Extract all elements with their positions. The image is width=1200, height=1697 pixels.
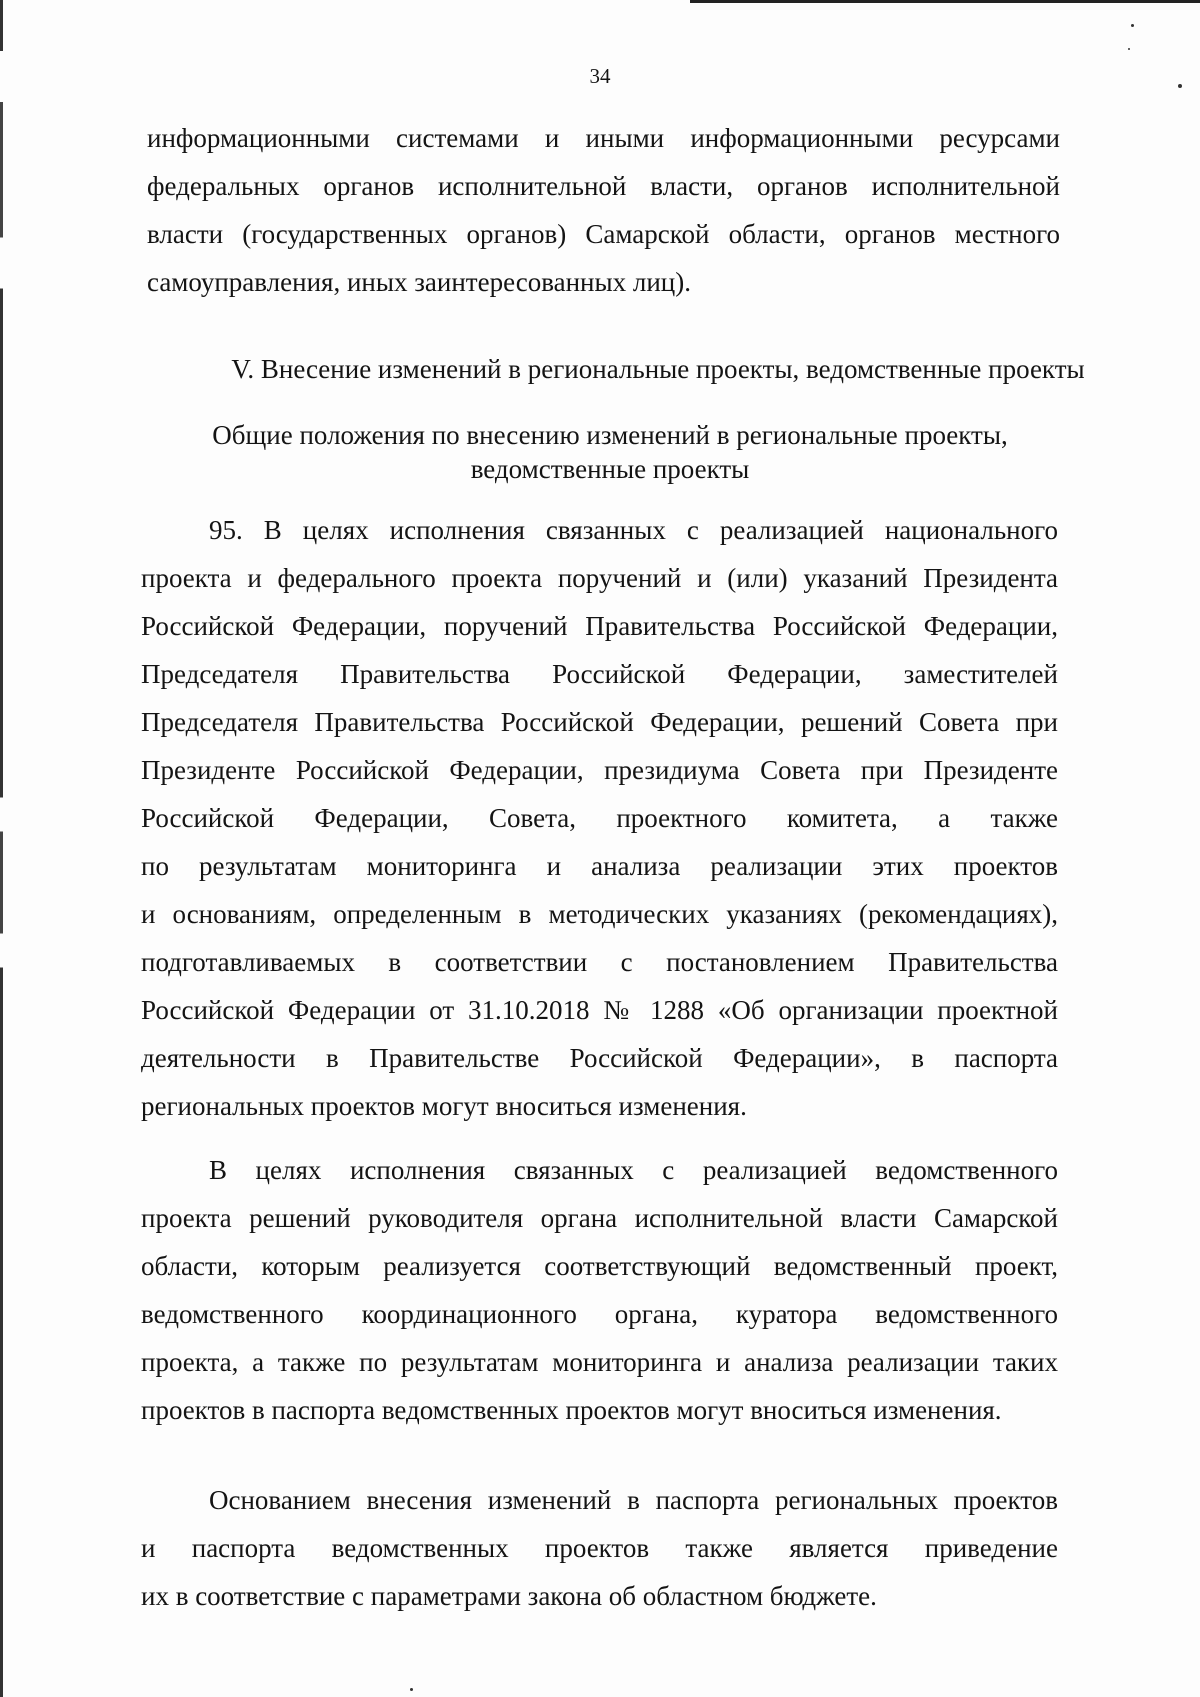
- scan-speck: [410, 1688, 413, 1691]
- scan-top-rule: [690, 0, 1200, 3]
- text-line: самоуправления, иных заинтересованных лиц).: [147, 267, 691, 297]
- paragraph-departmental: [141, 1146, 1058, 1434]
- text-line: по результатам мониторинга и анализа реализации этих проектов: [141, 851, 1058, 881]
- text-line: деятельности в Правительстве Российской Федерации», в паспорта: [141, 1043, 1058, 1073]
- subsection-title: [10, 418, 1200, 486]
- scan-speck: [1131, 24, 1134, 27]
- subsection-title-line: ведомственные проекты: [470, 454, 750, 484]
- subsection-title-line: Общие положения по внесению изменений в региональные проекты,: [212, 420, 1008, 450]
- text-line: подготавливаемых в соответствии с постановлением Правительства: [141, 947, 1058, 977]
- text-line: В целях исполнения связанных с реализацией ведомственного: [209, 1155, 1058, 1185]
- text-line: региональных проектов могут вноситься изменения.: [141, 1091, 747, 1121]
- page-number: 34: [589, 64, 611, 88]
- text-line: Председателя Правительства Российской Федерации, заместителей: [141, 659, 1058, 689]
- scan-speck: [1128, 48, 1130, 50]
- paragraph-95: [141, 506, 1058, 1130]
- text-line: и основаниям, определенным в методических указаниях (рекомендациях),: [141, 899, 1058, 929]
- text-line: Основанием внесения изменений в паспорта региональных проектов: [209, 1485, 1058, 1515]
- section-title: V. Внесение изменений в региональные проекты, ведомственные проекты: [231, 354, 1085, 384]
- text-line: их в соответствие с параметрами закона об областном бюджете.: [141, 1581, 877, 1611]
- text-line: власти (государственных органов) Самарской области, органов местного: [147, 219, 1060, 249]
- text-line: Председателя Правительства Российской Федерации, решений Совета при: [141, 707, 1058, 737]
- text-line: Президенте Российской Федерации, президиума Совета при Президенте: [141, 755, 1058, 785]
- text-line: области, которым реализуется соответствующий ведомственный проект,: [141, 1251, 1058, 1281]
- scan-left-edge: [0, 0, 3, 1697]
- text-line: информационными системами и иными информационными ресурсами: [147, 123, 1060, 153]
- text-line: проекта решений руководителя органа исполнительной власти Самарской: [141, 1203, 1058, 1233]
- text-line: 95. В целях исполнения связанных с реализацией национального: [209, 515, 1058, 545]
- text-line: ведомственного координационного органа, куратора ведомственного: [141, 1299, 1058, 1329]
- text-line: Российской Федерации от 31.10.2018 № 1288 «Об организации проектной: [141, 995, 1058, 1025]
- text-line: федеральных органов исполнительной власти, органов исполнительной: [147, 171, 1060, 201]
- text-line: Российской Федерации, Совета, проектного комитета, а также: [141, 803, 1058, 833]
- text-line: Российской Федерации, поручений Правительства Российской Федерации,: [141, 611, 1058, 641]
- continuation-paragraph: [147, 114, 1060, 306]
- paragraph-basis: [141, 1476, 1058, 1620]
- text-line: и паспорта ведомственных проектов также является приведение: [141, 1533, 1058, 1563]
- text-line: проекта и федерального проекта поручений и (или) указаний Президента: [141, 563, 1058, 593]
- text-line: проекта, а также по результатам мониторинга и анализа реализации таких: [141, 1347, 1058, 1377]
- text-line: проектов в паспорта ведомственных проектов могут вноситься изменения.: [141, 1395, 1002, 1425]
